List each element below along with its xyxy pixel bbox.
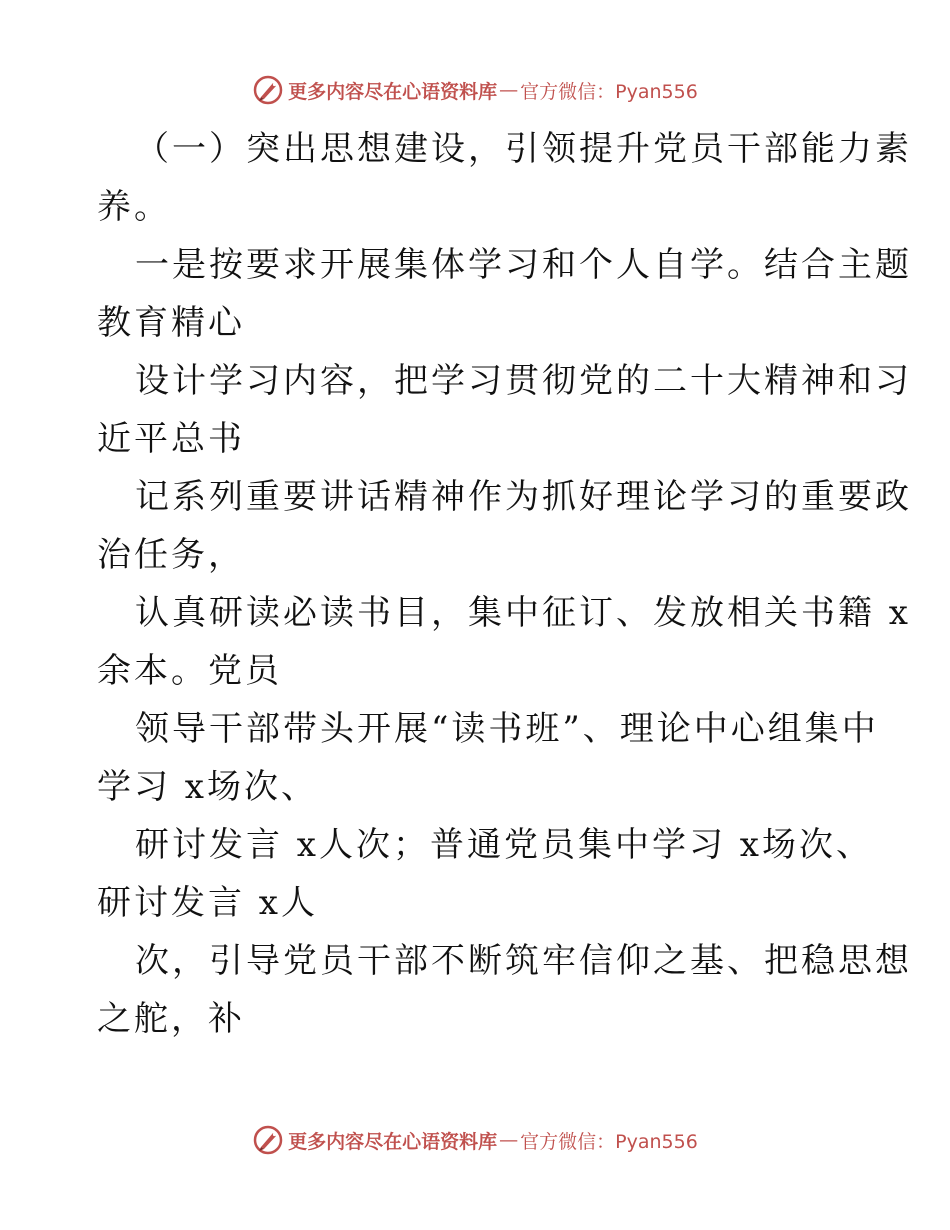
body-line: （一）突出思想建设，引领提升党员干部能力素	[135, 129, 912, 169]
pen-logo-icon	[252, 74, 284, 106]
body-line: 治任务，	[97, 535, 245, 575]
body-line: 领导干部带头开展“读书班”、理论中心组集中	[135, 709, 879, 749]
footer-brand-text: 更多内容尽在心语资料库	[288, 1130, 498, 1153]
body-line: 次，引导党员干部不断筑牢信仰之基、把稳思想	[135, 941, 912, 981]
body-line: 养。	[97, 187, 171, 227]
body-line: 教育精心	[97, 303, 245, 343]
footer-separator: —	[499, 1129, 519, 1151]
footer-banner	[0, 1120, 950, 1160]
header-banner	[0, 70, 950, 110]
body-line: 余本。党员	[97, 651, 282, 691]
document-body	[97, 120, 912, 1048]
body-line: 记系列重要讲话精神作为抓好理论学习的重要政	[135, 477, 912, 517]
header-wechat-text: 官方微信：Pyan556	[520, 80, 698, 103]
body-line: 研讨发言 x人	[97, 883, 318, 923]
body-line: 认真研读必读书目，集中征订、发放相关书籍 x	[135, 593, 911, 633]
header-brand-text: 更多内容尽在心语资料库	[288, 80, 498, 103]
body-line: 近平总书	[97, 419, 245, 459]
body-line: 一是按要求开展集体学习和个人自学。结合主题	[135, 245, 912, 285]
body-line: 学习 x场次、	[97, 767, 318, 807]
pen-logo-icon	[252, 1124, 284, 1156]
footer-wechat-text: 官方微信：Pyan556	[520, 1130, 698, 1153]
body-line: 研讨发言 x人次；普通党员集中学习 x场次、	[135, 825, 873, 865]
header-separator: —	[499, 79, 519, 101]
body-line: 设计学习内容，把学习贯彻党的二十大精神和习	[135, 361, 912, 401]
body-line: 之舵，补	[97, 999, 245, 1039]
